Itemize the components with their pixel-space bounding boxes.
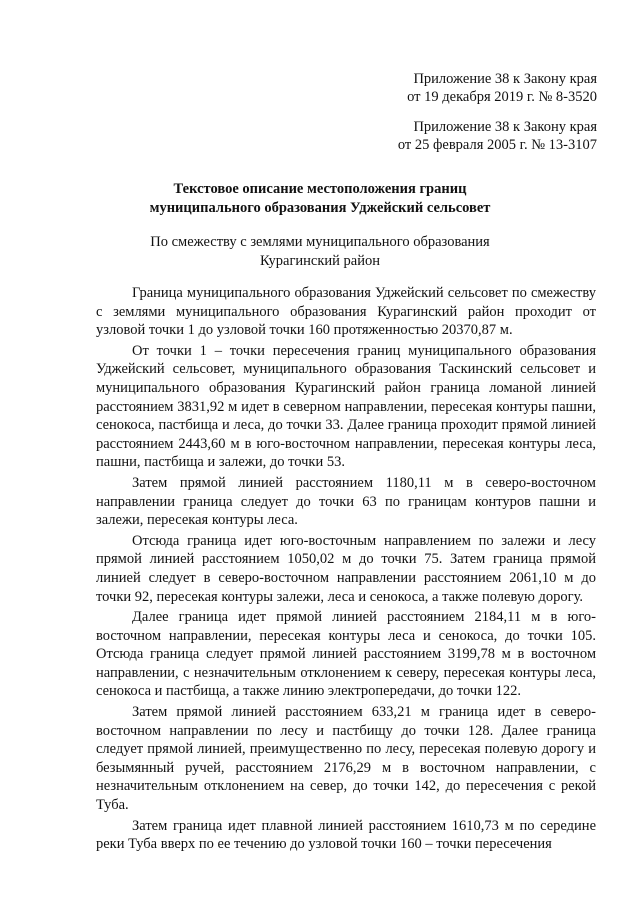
title-line: Текстовое описание местоположения границ bbox=[173, 181, 467, 197]
appendix-line: Приложение 38 к Закону края bbox=[413, 71, 597, 87]
body-paragraph: Граница муниципального образования Уджейский сельсовет по смежеству с землями муниципального образования Курагинский район проходит от узловой точки 1 до узловой точки 160 протяженностью 20370,87 м. bbox=[96, 285, 596, 339]
body-paragraph: От точки 1 – точки пересечения границ муниципального образования Уджейский сельсовет, муниципального образования Таскинский сельсовет и муниципального образования Курагинский район граница ломаной линией расстоянием 3831,92 м идет в северном направлении, пересекая контуры пашни, сенокоса, пастбища и леса, до точки 33. Далее граница проходит прямой линией расстоянием 2443,60 м в юго-восточном направлении, пересекая контуры леса, пашни, пастбища и залежи, до точки 53. bbox=[96, 342, 596, 471]
subtitle-line: По смежеству с землями муниципального образования bbox=[150, 234, 490, 250]
appendix-date-line: от 25 февраля 2005 г. № 13-3107 bbox=[397, 137, 597, 153]
document-body bbox=[96, 284, 596, 856]
body-paragraph: Затем граница идет плавной линией расстоянием 1610,73 м по середине реки Туба вверх по ее течению до узловой точки 160 – точки пересечения bbox=[96, 817, 596, 853]
document-title bbox=[60, 180, 580, 218]
appendix-note-2005 bbox=[398, 118, 597, 154]
appendix-note-2019 bbox=[407, 70, 597, 106]
title-line: муниципального образования Уджейский сельсовет bbox=[149, 200, 491, 216]
body-paragraph: Затем прямой линией расстоянием 633,21 м граница идет в северо-восточном направлении по лесу и пастбищу до точки 128. Далее граница следует прямой линией, преимущественно по лесу, пересекая полевую дорогу и безымянный ручей, расстоянием 2176,29 м в восточном направлении, с незначительным отклонением на север, до точки 142, до пересечения с рекой Туба. bbox=[96, 704, 596, 814]
body-paragraph: Отсюда граница идет юго-восточным направлением по залежи и лесу прямой линией расстоянием 1050,02 м до точки 75. Затем граница прямой линией следует в северо-восточном направлении расстоянием 2061,10 м до точки 92, пересекая контуры залежи, леса и сенокоса, а также полевую дорогу. bbox=[96, 532, 596, 605]
appendix-line: Приложение 38 к Закону края bbox=[413, 119, 597, 135]
appendix-date-line: от 19 декабря 2019 г. № 8-3520 bbox=[407, 89, 597, 105]
body-paragraph: Далее граница идет прямой линией расстоянием 2184,11 м в юго-восточном направлении, пересекая контуры леса и сенокоса, до точки 105. Отсюда граница следует прямой линией расстоянием 3199,78 м в восточном направлении, с незначительным отклонением к северу, пересекая контуры леса, сенокоса и пастбища, а также линию электропередачи, до точки 122. bbox=[96, 609, 596, 700]
subtitle-line: Курагинский район bbox=[259, 253, 381, 269]
body-paragraph: Затем прямой линией расстоянием 1180,11 м в северо-восточном направлении граница следует до точки 63 по границам контуров пашни и залежи, пересекая контуры леса. bbox=[96, 474, 596, 529]
section-subtitle bbox=[60, 233, 580, 271]
